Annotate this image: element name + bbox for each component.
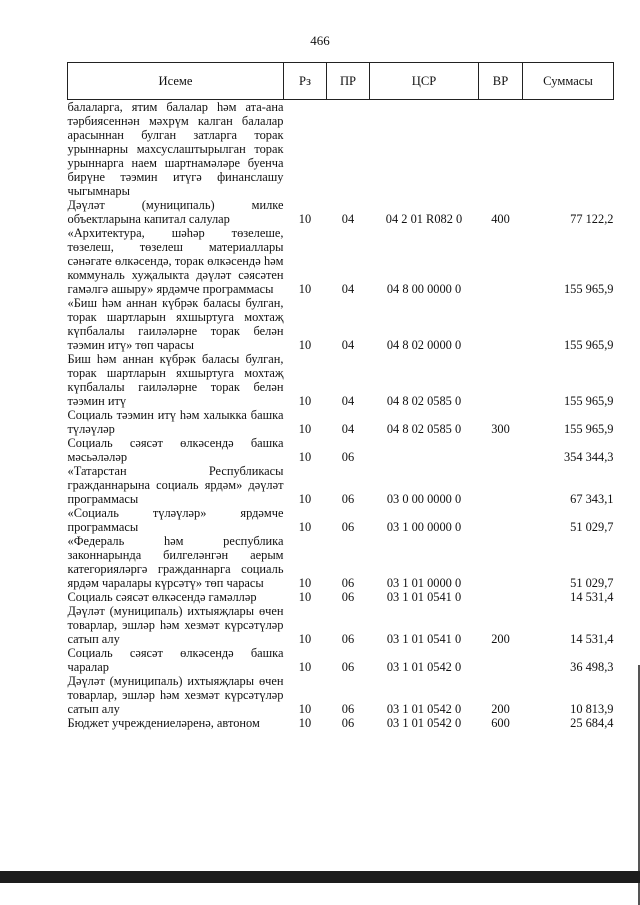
header-sum: Суммасы	[523, 63, 614, 100]
cell-csr: 03 1 01 0542 0	[386, 660, 462, 674]
cell-rz: 10	[298, 520, 312, 534]
cell-name: балаларга, ятим балалар һәм ата-ана тәрбиясеннән мәхрүм калган балалар арасыннан булган затларга торак урыннарны махсуслаштырылган торак урыннарга наем шартнамәләре буенча бирүне тәэмин итүгә финанслашу чыгымнары	[67, 100, 284, 198]
header-name: Исеме	[68, 63, 284, 100]
cell-name: Биш һәм аннан күбрәк баласы булган, торак шартларын яхшыртуга мохтаҗ күпбалалы гаиләләрне торак белән тәэмин итү	[67, 352, 284, 408]
page-number: 466	[310, 33, 330, 48]
table-row	[68, 590, 614, 604]
table-row	[68, 716, 614, 730]
cell-sum: 51 029,7	[570, 576, 614, 590]
cell-csr: 04 8 02 0585 0	[386, 422, 462, 436]
cell-name: Бюджет учреждениеләренә, автоном	[67, 716, 260, 730]
cell-vr	[479, 506, 523, 534]
cell-csr: 03 0 00 0000 0	[386, 492, 462, 506]
cell-vr: 200	[491, 632, 510, 646]
cell-sum: 155 965,9	[563, 394, 614, 408]
cell-pr: 04	[341, 338, 355, 352]
cell-pr	[327, 100, 370, 199]
cell-vr	[479, 590, 523, 604]
cell-name: «Татарстан Республикасы гражданнарына социаль ярдәм» дәүләт программасы	[67, 464, 284, 506]
cell-rz: 10	[298, 338, 312, 352]
cell-rz: 10	[298, 492, 312, 506]
cell-csr: 03 1 01 0000 0	[386, 576, 462, 590]
cell-rz: 10	[298, 716, 312, 730]
cell-name: Социаль сәясәт өлкәсендә башка чаралар	[67, 646, 284, 674]
cell-rz: 10	[298, 394, 312, 408]
header-vr: ВР	[479, 63, 523, 100]
cell-name: «Социаль түләүләр» ярдәмче программасы	[67, 506, 284, 534]
cell-vr: 600	[491, 716, 510, 730]
table-row	[68, 408, 614, 436]
cell-vr	[479, 352, 523, 408]
cell-csr: 04 8 00 0000 0	[386, 282, 462, 296]
cell-vr	[479, 464, 523, 506]
table-row	[68, 534, 614, 590]
cell-sum: 51 029,7	[570, 520, 614, 534]
cell-csr: 03 1 00 0000 0	[386, 520, 462, 534]
cell-sum: 25 684,4	[570, 716, 614, 730]
cell-name: «Биш һәм аннан күбрәк баласы булган, торак шартларын яхшыртуга мохтаҗ күпбалалы гаиләләрне торак белән тәэмин итү» төп чарасы	[67, 296, 284, 352]
cell-pr: 06	[341, 660, 355, 674]
cell-sum: 77 122,2	[570, 212, 614, 226]
cell-rz: 10	[298, 660, 312, 674]
cell-vr	[479, 100, 523, 199]
cell-csr: 04 8 02 0585 0	[386, 394, 462, 408]
cell-vr: 400	[491, 212, 510, 226]
cell-sum: 155 965,9	[563, 282, 614, 296]
cell-sum: 354 344,3	[563, 450, 614, 464]
cell-rz: 10	[298, 632, 312, 646]
cell-vr	[479, 296, 523, 352]
cell-vr	[479, 226, 523, 296]
cell-rz: 10	[298, 212, 312, 226]
cell-name: «Федераль һәм республика законнарында билгеләнгән аерым категорияләргә гражданнарга социаль ярдәм чаралары күрсәтү» төп чарасы	[67, 534, 284, 590]
cell-pr: 06	[341, 576, 355, 590]
cell-pr: 06	[341, 702, 355, 716]
cell-csr: 03 1 01 0541 0	[386, 590, 462, 604]
header-csr: ЦСР	[370, 63, 479, 100]
budget-table	[67, 62, 614, 730]
cell-name: Дәүләт (муниципаль) милке объектларына капитал салулар	[67, 198, 284, 226]
cell-sum: 67 343,1	[570, 492, 614, 506]
cell-pr: 06	[341, 520, 355, 534]
cell-csr: 03 1 01 0542 0	[386, 716, 462, 730]
cell-csr: 04 2 01 R082 0	[385, 212, 463, 226]
cell-pr: 04	[341, 422, 355, 436]
cell-rz: 10	[298, 422, 312, 436]
cell-vr	[479, 436, 523, 464]
cell-sum: 155 965,9	[563, 338, 614, 352]
table-row	[68, 198, 614, 226]
cell-csr: 03 1 01 0541 0	[386, 632, 462, 646]
cell-sum: 14 531,4	[570, 632, 614, 646]
table-row	[68, 100, 614, 199]
cell-rz: 10	[298, 590, 312, 604]
table-row	[68, 352, 614, 408]
cell-sum: 36 498,3	[570, 660, 614, 674]
cell-pr: 06	[341, 450, 355, 464]
cell-csr	[370, 436, 479, 464]
cell-pr: 06	[341, 716, 355, 730]
cell-name: Дәүләт (муниципаль) ихтыяҗлары өчен товарлар, эшләр һәм хезмәт күрсәтүләр сатып алу	[67, 674, 284, 716]
cell-vr: 300	[491, 422, 510, 436]
table-row	[68, 506, 614, 534]
table-row	[68, 436, 614, 464]
cell-pr: 06	[341, 492, 355, 506]
cell-pr: 04	[341, 394, 355, 408]
cell-rz: 10	[298, 282, 312, 296]
cell-sum: 155 965,9	[563, 422, 614, 436]
cell-name: «Архитектура, шәһәр төзелеше, төзелеш, төзелеш материаллары сәнәгате өлкәсендә, торак өлкәсендә һәм коммуналь хуҗалыкта дәүләт сәясәтен гамәлгә ашыру» ярдәмче программасы	[67, 226, 284, 296]
table-row	[68, 464, 614, 506]
table-row	[68, 296, 614, 352]
cell-rz	[284, 100, 327, 199]
table-row	[68, 604, 614, 646]
cell-sum	[523, 100, 614, 199]
cell-csr: 03 1 01 0542 0	[386, 702, 462, 716]
cell-pr: 06	[341, 632, 355, 646]
cell-rz: 10	[298, 576, 312, 590]
cell-name: Дәүләт (муниципаль) ихтыяҗлары өчен товарлар, эшләр һәм хезмәт күрсәтүләр сатып алу	[67, 604, 284, 646]
table-row	[68, 646, 614, 674]
cell-pr: 04	[341, 282, 355, 296]
cell-name: Социаль тәэмин итү һәм халыкка башка түләүләр	[67, 408, 284, 436]
cell-rz: 10	[298, 702, 312, 716]
header-pr: ПР	[327, 63, 370, 100]
table-header-row	[68, 63, 614, 100]
header-rz: Рз	[284, 63, 327, 100]
cell-sum: 14 531,4	[570, 590, 614, 604]
cell-csr	[370, 100, 479, 199]
table-row	[68, 674, 614, 716]
cell-pr: 06	[341, 590, 355, 604]
cell-rz: 10	[298, 450, 312, 464]
cell-name: Социаль сәясәт өлкәсендә башка мәсьәләләр	[67, 436, 284, 464]
cell-csr: 04 8 02 0000 0	[386, 338, 462, 352]
cell-vr: 200	[491, 702, 510, 716]
cell-vr	[479, 534, 523, 590]
table-row	[68, 226, 614, 296]
cell-name: Социаль сәясәт өлкәсендә гамәлләр	[67, 590, 257, 604]
cell-sum: 10 813,9	[570, 702, 614, 716]
cell-vr	[479, 646, 523, 674]
scan-bottom-strip	[0, 871, 640, 883]
cell-pr: 04	[341, 212, 355, 226]
